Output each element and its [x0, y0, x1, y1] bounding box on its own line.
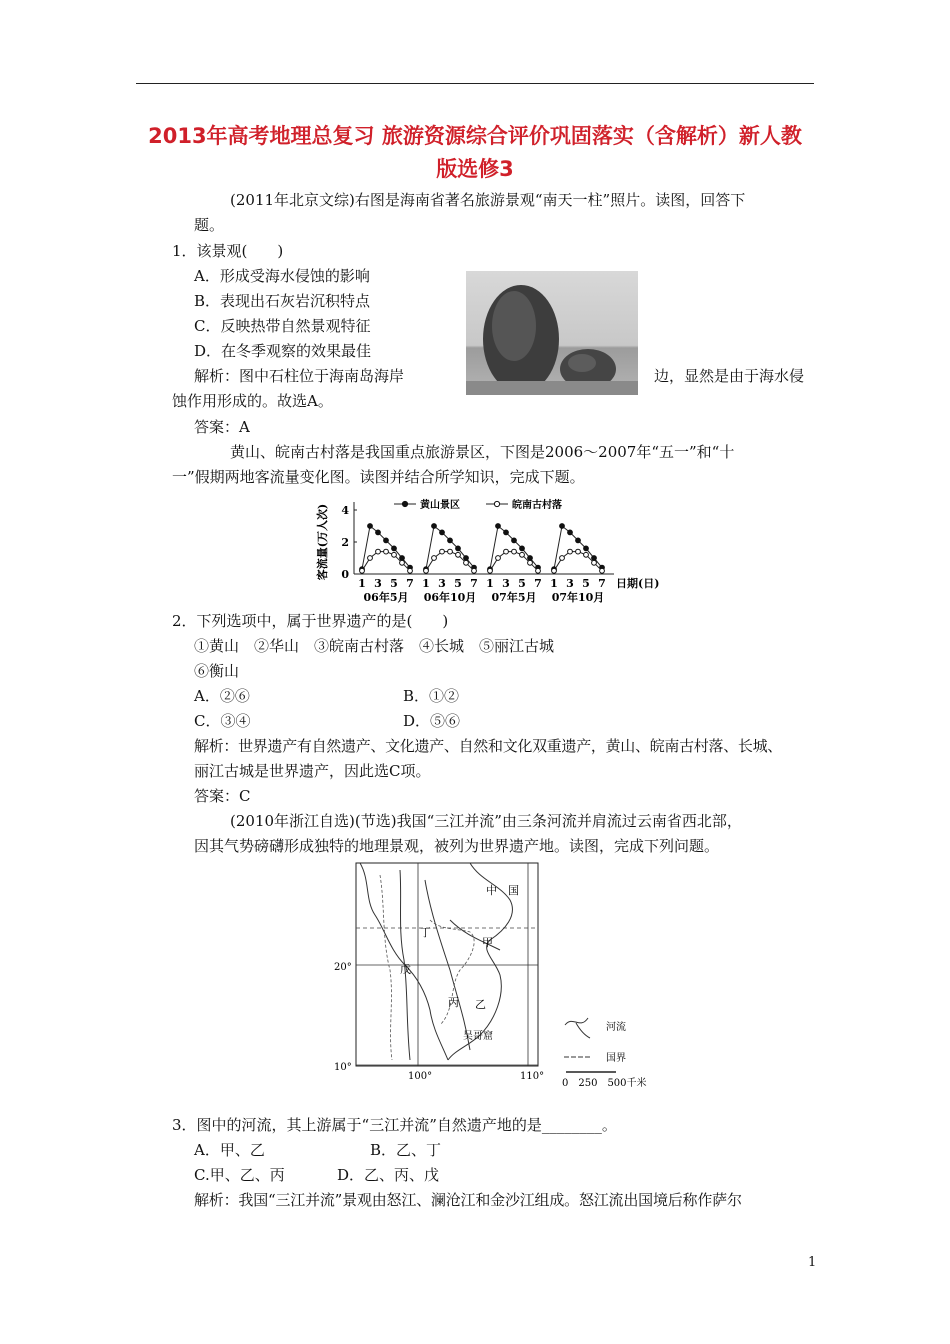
data-point: [536, 568, 541, 573]
data-point: [520, 552, 525, 557]
data-point: [432, 556, 437, 561]
data-point: [448, 549, 453, 554]
map-label-yi: 乙: [475, 998, 486, 1011]
intro1-line1: (2011年北京文综)右图是海南省著名旅游景观“南天一柱”照片。读图，回答下: [230, 191, 746, 209]
y-tick-label: 4: [341, 504, 349, 517]
x-tick-label: 7: [406, 577, 414, 590]
data-point: [592, 560, 597, 565]
panel-label: 07年10月: [551, 591, 605, 604]
q1-answer: 答案：A: [194, 418, 250, 436]
scale-label: 0 250 500千米: [562, 1078, 647, 1089]
q2-explanation-line2: 丽江古城是世界遗产，因此选C项。: [194, 762, 431, 780]
header-rule: [136, 83, 814, 84]
map-label-angkor: 吴哥窟: [463, 1031, 493, 1042]
legend-marker: [402, 501, 407, 506]
x-tick-label: 1: [422, 577, 430, 590]
x-tick-label: 3: [438, 577, 446, 590]
panel-label: 06年10月: [423, 591, 477, 604]
q2-items-line1: ①黄山 ②华山 ③皖南古村落 ④长城 ⑤丽江古城: [194, 637, 555, 655]
x-tick-label: 1: [486, 577, 494, 590]
data-point: [512, 549, 517, 554]
data-point: [568, 530, 573, 535]
map-label-jia: 甲: [482, 936, 493, 949]
legend-label: 皖南古村落: [512, 500, 562, 511]
lon-label-100: 100°: [408, 1071, 433, 1082]
doc-title-line1: 2013年高考地理总复习 旅游资源综合评价巩固落实（含解析）新人教: [148, 124, 802, 148]
q2-explanation-line1: 解析：世界遗产有自然遗产、文化遗产、自然和文化双重遗产，黄山、皖南古村落、长城、: [194, 737, 783, 755]
data-point: [488, 568, 493, 573]
border-west: [380, 875, 392, 1060]
border-east: [430, 920, 474, 1025]
q2-option-a: A．②⑥: [194, 687, 250, 705]
data-point: [592, 556, 597, 561]
map-label-ding: 丁: [420, 926, 431, 939]
q2-option-c: C．③④: [194, 712, 251, 730]
x-tick-label: 1: [550, 577, 558, 590]
data-point: [504, 530, 509, 535]
map-label-bing: 丙: [448, 996, 459, 1009]
x-tick-label: 3: [566, 577, 574, 590]
data-point: [440, 530, 445, 535]
q1-option-a: A．形成受海水侵蚀的影响: [194, 267, 370, 285]
tourist-flow-chart: [316, 490, 660, 606]
x-tick-label: 7: [470, 577, 478, 590]
data-point: [528, 556, 533, 561]
data-point: [456, 546, 461, 551]
intro3-line1: (2010年浙江自选)(节选)我国“三江并流”由三条河流并肩流过云南省西北部，: [230, 812, 742, 830]
data-point: [472, 568, 477, 573]
data-point: [384, 538, 389, 543]
q3-option-b: B．乙、丁: [370, 1141, 442, 1159]
x-tick-label: 5: [390, 577, 398, 590]
y-tick-label: 2: [341, 536, 349, 549]
data-point: [496, 556, 501, 561]
data-point: [496, 524, 501, 529]
doc-title-line2: 版选修3: [436, 157, 514, 181]
data-point: [512, 538, 517, 543]
page-number: 1: [808, 1255, 817, 1270]
data-point: [560, 524, 565, 529]
x-tick-label: 7: [598, 577, 606, 590]
data-point: [448, 538, 453, 543]
q1-explanation-part1: 解析：图中石柱位于海南岛海岸: [194, 367, 405, 385]
data-point: [376, 530, 381, 535]
data-point: [424, 568, 429, 573]
data-point: [560, 556, 565, 561]
data-point: [576, 538, 581, 543]
x-tick-label: 3: [374, 577, 382, 590]
intro3-line2: 因其气势磅礴形成独特的地理景观，被列为世界遗产地。读图，完成下列问题。: [194, 837, 720, 855]
data-point: [552, 568, 557, 573]
x-tick-label: 5: [454, 577, 462, 590]
data-point: [520, 546, 525, 551]
q1-option-d: D．在冬季观察的效果最佳: [194, 342, 372, 360]
y-axis-label: 客流量(万人次): [316, 503, 329, 581]
data-point: [368, 556, 373, 561]
question-3: 3．图中的河流，其上游属于“三江并流”自然遗产地的是________。: [172, 1116, 617, 1134]
q2-items-line2: ⑥衡山: [194, 662, 240, 680]
panel-label: 07年5月: [491, 591, 537, 604]
data-point: [432, 524, 437, 529]
data-point: [584, 552, 589, 557]
lon-label-110: 110°: [520, 1071, 545, 1082]
y-tick-label: 0: [341, 568, 349, 581]
legend-label: 黄山景区: [420, 500, 460, 511]
legend-river-label: 河流: [606, 1022, 626, 1033]
legend-border-label: 国界: [606, 1053, 626, 1064]
q3-explanation: 解析：我国“三江并流”景观由怒江、澜沧江和金沙江组成。怒江流出国境后称作萨尔: [194, 1191, 742, 1209]
data-point: [528, 560, 533, 565]
q3-option-a: A．甲、乙: [194, 1141, 265, 1159]
three-rivers-map: [330, 860, 660, 1100]
q2-option-b: B．①②: [403, 687, 460, 705]
q1-explanation-part2: 边，显然是由于海水侵: [654, 367, 805, 385]
x-tick-label: 5: [518, 577, 526, 590]
data-point: [440, 549, 445, 554]
data-point: [392, 552, 397, 557]
map-label-china: 中 国: [486, 884, 519, 897]
x-axis-label: 日期(日): [616, 577, 660, 590]
rock-photo: [466, 271, 638, 395]
intro1-line2: 题。: [194, 216, 225, 234]
data-point: [384, 549, 389, 554]
q1-option-c: C．反映热带自然景观特征: [194, 317, 371, 335]
question-2: 2．下列选项中，属于世界遗产的是( ): [172, 612, 449, 630]
q1-explanation-part3: 蚀作用形成的。故选A。: [172, 392, 333, 410]
legend-marker: [494, 501, 499, 506]
data-point: [504, 549, 509, 554]
data-point: [392, 546, 397, 551]
q3-option-d: D．乙、丙、戊: [337, 1166, 440, 1184]
lat-label-10: 10°: [334, 1062, 352, 1073]
q3-option-c: C.甲、乙、丙: [194, 1166, 285, 1184]
data-point: [400, 556, 405, 561]
data-point: [400, 560, 405, 565]
data-point: [376, 549, 381, 554]
data-point: [584, 546, 589, 551]
panel-label: 06年5月: [363, 591, 409, 604]
data-point: [408, 568, 413, 573]
data-point: [456, 552, 461, 557]
map-label-wu: 戊: [400, 963, 411, 976]
data-point: [464, 556, 469, 561]
x-tick-label: 1: [358, 577, 366, 590]
x-tick-label: 5: [582, 577, 590, 590]
data-point: [568, 549, 573, 554]
data-point: [368, 524, 373, 529]
intro2-line2: 一”假期两地客流量变化图。读图并结合所学知识，完成下题。: [172, 468, 585, 486]
lat-label-20: 20°: [334, 962, 352, 973]
question-1: 1．该景观( ): [172, 242, 284, 260]
x-tick-label: 7: [534, 577, 542, 590]
q2-option-d: D．⑤⑥: [403, 712, 461, 730]
data-point: [360, 568, 365, 573]
data-point: [600, 568, 605, 573]
q2-answer: 答案：C: [194, 787, 251, 805]
data-point: [576, 549, 581, 554]
intro2-line1: 黄山、皖南古村落是我国重点旅游景区，下图是2006～2007年“五一”和“十: [230, 443, 735, 461]
q1-option-b: B．表现出石灰岩沉积特点: [194, 292, 371, 310]
data-point: [464, 560, 469, 565]
x-tick-label: 3: [502, 577, 510, 590]
